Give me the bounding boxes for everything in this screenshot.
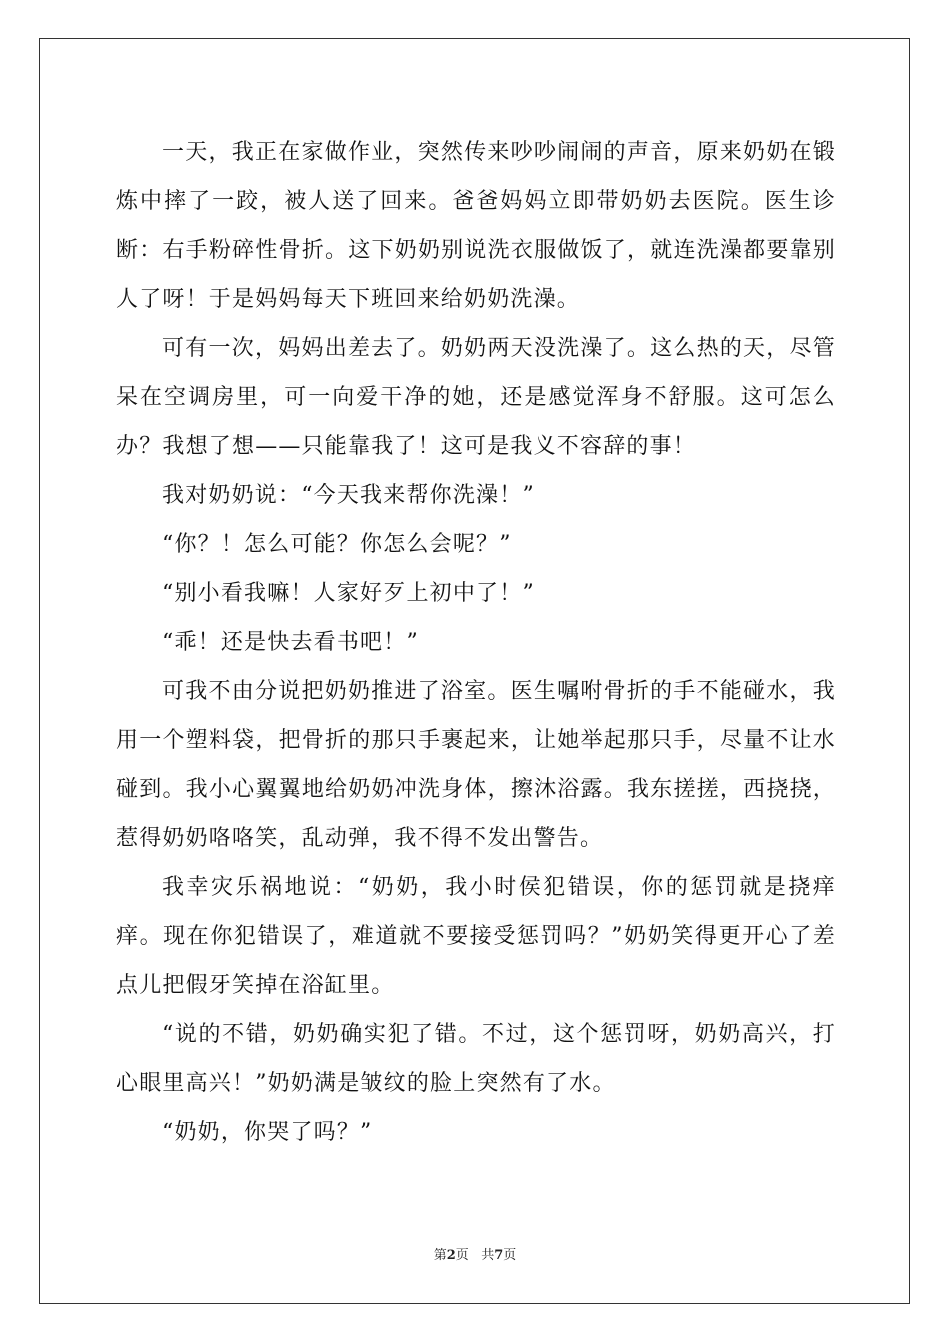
page-suffix: 页 [455,1248,469,1263]
paragraph: “你？！怎么可能？你怎么会呢？” [162,532,512,557]
paragraph: 一天，我正在家做作业，突然传来吵吵闹闹的声音，原来奶奶在锻炼中摔了一跤，被人送了回来。爸爸妈妈立即带奶奶去医院。医生诊断：右手粉碎性骨折。这下奶奶别说洗衣服做饭了，就连洗澡都要靠别人了呀！于是妈妈每天下班回来给奶奶洗澡。 [116,140,836,312]
total-pages: 7 [494,1248,504,1263]
page-prefix: 第 [433,1248,447,1263]
page-footer [0,1244,950,1263]
paragraph: 我对奶奶说：“今天我来帮你洗澡！” [162,483,535,508]
paragraph: 可我不由分说把奶奶推进了浴室。医生嘱咐骨折的手不能碰水，我用一个塑料袋，把骨折的那只手裹起来，让她举起那只手，尽量不让水碰到。我小心翼翼地给奶奶冲洗身体，擦沐浴露。我东搓搓，西挠挠，惹得奶奶咯咯笑，乱动弹，我不得不发出警告。 [116,679,836,851]
paragraph: “别小看我嘛！人家好歹上初中了！” [162,581,535,606]
total-suffix: 页 [503,1248,517,1263]
document-body [116,128,836,1157]
paragraph: “说的不错，奶奶确实犯了错。不过，这个惩罚呀，奶奶高兴，打心眼里高兴！”奶奶满是皱纹的脸上突然有了水。 [116,1022,836,1096]
paragraph: “奶奶，你哭了吗？” [162,1120,373,1145]
page-number: 2 [446,1248,456,1263]
paragraph: 可有一次，妈妈出差去了。奶奶两天没洗澡了。这么热的天，尽管呆在空调房里，可一向爱干净的她，还是感觉浑身不舒服。这可怎么办？我想了想——只能靠我了！这可是我义不容辞的事！ [116,336,836,459]
paragraph: “乖！还是快去看书吧！” [162,630,419,655]
paragraph: 我幸灾乐祸地说：“奶奶，我小时侯犯错误，你的惩罚就是挠痒痒。现在你犯错误了，难道就不要接受惩罚吗？”奶奶笑得更开心了差点儿把假牙笑掉在浴缸里。 [116,875,836,998]
total-prefix: 共 [481,1248,495,1263]
